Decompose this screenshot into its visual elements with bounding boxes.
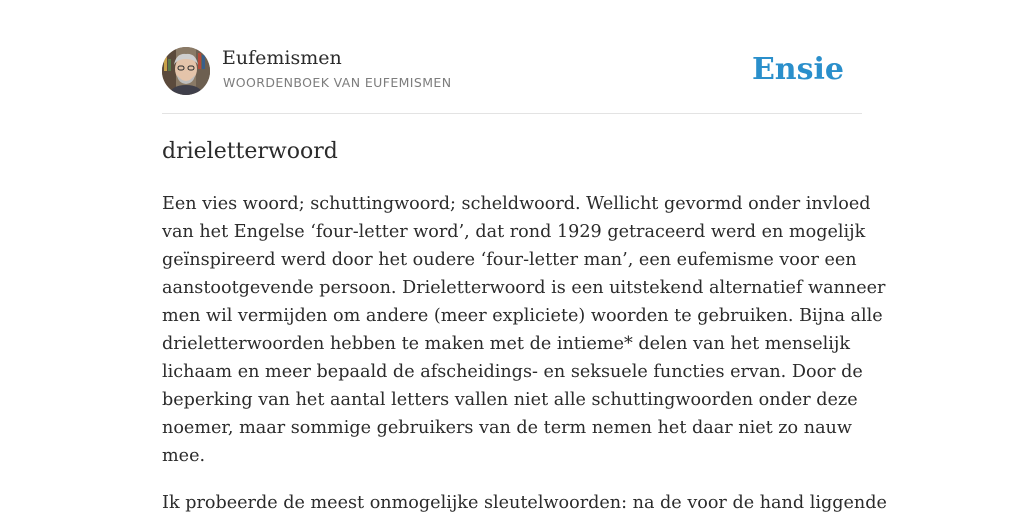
definition-line: Een vies woord; schuttingwoord; scheldwoord. Wellicht gevormd onder invloed bbox=[162, 194, 871, 214]
definition-line: beperking van het aantal letters vallen niet alle schuttingwoorden onder deze bbox=[162, 390, 858, 410]
definition-line: van het Engelse ‘four-letter word’, dat rond 1929 getraceerd werd en mogelijk bbox=[162, 222, 866, 242]
avatar-portrait-image bbox=[162, 47, 210, 95]
definition-line: aanstootgevende persoon. Drieletterwoord is een uitstekend alternatief wanneer bbox=[162, 278, 886, 298]
definition-line: mee. bbox=[162, 446, 206, 466]
author-name[interactable]: Eufemismen bbox=[222, 47, 342, 69]
entry-term: drieletterwoord bbox=[162, 139, 338, 164]
entry-example: Ik probeerde de meest onmogelijke sleutelwoorden: na de voor de hand liggende bbox=[162, 493, 887, 512]
author-avatar[interactable] bbox=[162, 47, 210, 95]
definition-line: drieletterwoorden hebben te maken met de intieme* delen van het menselijk bbox=[162, 334, 851, 354]
entry-header bbox=[162, 46, 862, 96]
header-divider bbox=[162, 113, 862, 114]
definition-line: geïnspireerd werd door het oudere ‘four-letter man’, een eufemisme voor een bbox=[162, 250, 857, 270]
brand-logo[interactable]: Ensie bbox=[751, 52, 844, 87]
entry-definition bbox=[162, 190, 886, 470]
definition-line: lichaam en meer bepaald de afscheidings- en seksuele functies ervan. Door de bbox=[162, 362, 863, 382]
definition-line: noemer, maar sommige gebruikers van de term nemen het daar niet zo nauw bbox=[162, 418, 852, 438]
author-subtitle[interactable]: WOORDENBOEK VAN EUFEMISMEN bbox=[223, 75, 452, 90]
definition-line: men wil vermijden om andere (meer expliciete) woorden te gebruiken. Bijna alle bbox=[162, 306, 883, 326]
